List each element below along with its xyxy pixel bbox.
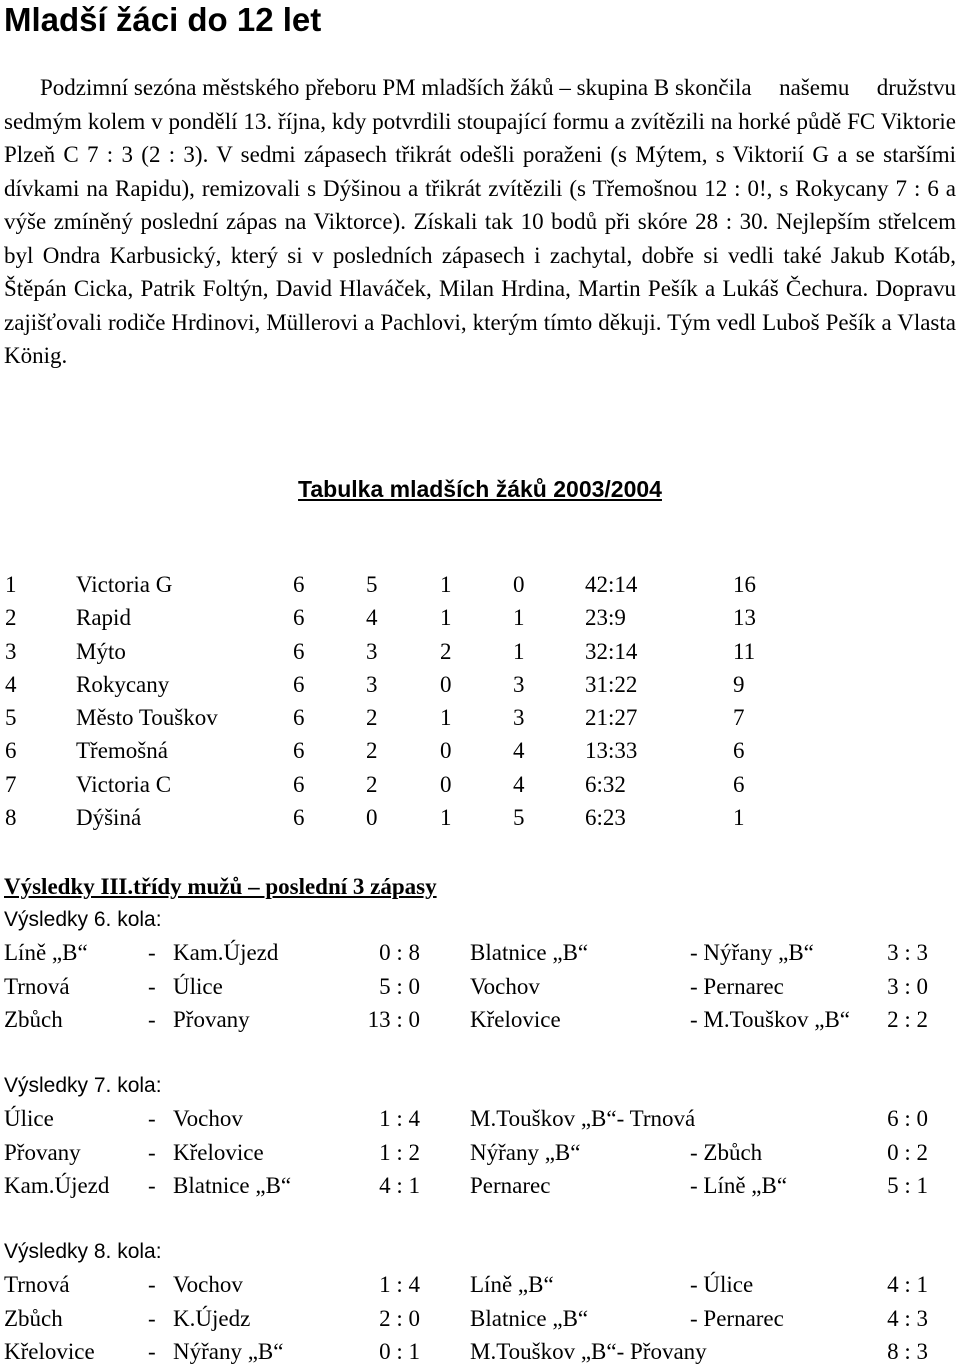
home-team: Křelovice xyxy=(4,1338,95,1364)
match-score: 3 : 0 xyxy=(887,973,928,999)
cell-team: Victoria G xyxy=(76,572,173,597)
away-team: K.Újedz xyxy=(173,1305,251,1331)
away-team: Blatnice „B“ xyxy=(173,1172,292,1198)
home-team: Blatnice „B“ xyxy=(470,1305,589,1331)
cell-wins: 2 xyxy=(366,771,378,797)
home-team: Nýřany „B“ xyxy=(470,1139,581,1165)
match-score: 4 : 1 xyxy=(887,1272,928,1298)
away-team: - Zbůch xyxy=(690,1139,763,1165)
cell-score: 6:23 xyxy=(585,805,626,831)
cell-team: Dýšiná xyxy=(76,805,142,831)
match-row xyxy=(0,1302,960,1335)
round-block xyxy=(0,903,960,1036)
home-team: Líně „B“ xyxy=(4,940,88,966)
league-table xyxy=(0,568,960,834)
match-score: 2 : 2 xyxy=(887,1006,928,1032)
cell-team: Rokycany xyxy=(76,671,170,697)
cell-position: 3 xyxy=(5,638,17,664)
cell-played: 6 xyxy=(293,738,305,764)
separator: - xyxy=(148,1139,156,1165)
cell-wins: 5 xyxy=(366,572,378,597)
table-row xyxy=(0,668,960,701)
away-team: Křelovice xyxy=(173,1139,264,1165)
cell-wins: 3 xyxy=(366,671,378,697)
cell-position: 7 xyxy=(5,771,17,797)
home-team: Křelovice xyxy=(470,1006,561,1032)
cell-losses: 1 xyxy=(513,605,525,631)
cell-played: 6 xyxy=(293,705,305,731)
match-score: 1 : 4 xyxy=(379,1106,420,1132)
cell-score: 23:9 xyxy=(585,605,626,631)
home-team: Přovany xyxy=(4,1139,81,1165)
table-row xyxy=(0,801,960,834)
cell-losses: 4 xyxy=(513,738,525,764)
away-team: - Pernarec xyxy=(690,973,784,999)
round-label: Výsledky 8. kola: xyxy=(4,1240,162,1263)
cell-wins: 3 xyxy=(366,638,378,664)
match-row xyxy=(0,1136,960,1169)
away-team: Kam.Újezd xyxy=(173,940,279,966)
away-team: Nýřany „B“ xyxy=(173,1338,284,1364)
cell-draws: 0 xyxy=(440,671,452,697)
away-team: Přovany xyxy=(173,1006,250,1032)
match-score: 0 : 1 xyxy=(379,1338,420,1364)
cell-played: 6 xyxy=(293,638,305,664)
cell-played: 6 xyxy=(293,771,305,797)
match-score: 3 : 3 xyxy=(887,940,928,966)
separator: - xyxy=(148,1305,156,1331)
cell-points: 11 xyxy=(733,638,756,664)
cell-draws: 2 xyxy=(440,638,452,664)
match-score: 5 : 0 xyxy=(379,973,420,999)
away-team: - Pernarec xyxy=(690,1305,784,1331)
match-row xyxy=(0,1268,960,1301)
home-team: Vochov xyxy=(470,973,540,999)
cell-team: Třemošná xyxy=(76,738,168,764)
cell-points: 1 xyxy=(733,805,745,831)
cell-team: Město Touškov xyxy=(76,705,218,731)
match-score: 2 : 0 xyxy=(379,1305,420,1331)
cell-score: 13:33 xyxy=(585,738,638,764)
cell-losses: 4 xyxy=(513,771,525,797)
page-title: Mladší žáci do 12 let xyxy=(4,1,322,38)
cell-draws: 0 xyxy=(440,771,452,797)
match-score: 1 : 2 xyxy=(379,1139,420,1165)
intro-body-2: Nejlepším střelcem byl Ondra Karbusický, který si v posledních zápasech i zachytal, dobře si vedli také Jakub Kotáb, Štěpán Cicka, Patrik Foltýn, David Hlaváček, Milan Hrdina, Martin Pešík a Lukáš Čechura. Dopravu zajišťovali rodiče Hrdinovi, Müllerovi a Pachlovi, kterým tímto děkuji. Tým vedl Luboš Pešík a Vlasta König. xyxy=(4,209,956,368)
cell-losses: 3 xyxy=(513,705,525,731)
cell-draws: 1 xyxy=(440,805,452,831)
cell-points: 9 xyxy=(733,671,745,697)
intro-paragraph xyxy=(4,71,956,373)
home-team: Líně „B“ xyxy=(470,1272,554,1298)
match-score: 6 : 0 xyxy=(887,1106,928,1132)
match-score: 5 : 1 xyxy=(887,1172,928,1198)
separator: - xyxy=(148,940,156,966)
cell-score: 31:22 xyxy=(585,671,638,697)
cell-losses: 3 xyxy=(513,671,525,697)
intro-first-line: Podzimní sezóna městského přeboru PM mladších žáků – skupina B skončila xyxy=(40,75,752,100)
match-row xyxy=(0,1102,960,1135)
home-team: Trnová xyxy=(4,973,70,999)
cell-wins: 4 xyxy=(366,605,378,631)
cell-position: 2 xyxy=(5,605,17,631)
home-team: M.Touškov „B“- Trnová xyxy=(470,1106,696,1132)
table-row xyxy=(0,768,960,801)
cell-losses: 1 xyxy=(513,638,525,664)
cell-score: 6:32 xyxy=(585,771,626,797)
match-row xyxy=(0,1169,960,1202)
intro-body: našemu družstvu sedmým kolem v pondělí 13. října, kdy potvrdili stoupající formu a zvítězili na horké půdě FC Viktorie Plzeň C 7 : 3 (2 : 3). V sedmi zápasech třikrát odešli poraženi (s Mýtem, s Viktorií G a se staršími dívkami na Rapidu), remizovali s Dýšinou a třikrát zvítězili (s Třemošnou 12 : 0!, s Rokycany 7 : 6 a výše zmíněný poslední zápas na Viktorce). Získali tak 10 bodů při skóre 28 : 30. xyxy=(4,75,957,234)
match-score: 8 : 3 xyxy=(887,1338,928,1364)
cell-played: 6 xyxy=(293,805,305,831)
match-row xyxy=(0,936,960,969)
home-team: Zbůch xyxy=(4,1006,63,1032)
match-score: 4 : 3 xyxy=(887,1305,928,1331)
cell-draws: 1 xyxy=(440,705,452,731)
cell-position: 1 xyxy=(5,572,17,597)
cell-points: 16 xyxy=(733,572,756,597)
match-score: 13 : 0 xyxy=(367,1006,420,1032)
match-score: 4 : 1 xyxy=(379,1172,420,1198)
cell-position: 5 xyxy=(5,705,17,731)
cell-losses: 5 xyxy=(513,805,525,831)
cell-team: Mýto xyxy=(76,638,126,664)
table-row xyxy=(0,635,960,668)
cell-points: 7 xyxy=(733,705,745,731)
cell-played: 6 xyxy=(293,572,305,597)
home-team: Trnová xyxy=(4,1272,70,1298)
cell-position: 4 xyxy=(5,671,17,697)
away-team: - Úlice xyxy=(690,1272,754,1298)
cell-points: 13 xyxy=(733,605,756,631)
away-team: - M.Touškov „B“ xyxy=(690,1006,851,1032)
home-team: Blatnice „B“ xyxy=(470,940,589,966)
table-row xyxy=(0,734,960,767)
home-team: Zbůch xyxy=(4,1305,63,1331)
cell-team: Rapid xyxy=(76,605,131,631)
cell-wins: 2 xyxy=(366,705,378,731)
match-score: 1 : 4 xyxy=(379,1272,420,1298)
round-label: Výsledky 6. kola: xyxy=(4,908,162,931)
table-row xyxy=(0,601,960,634)
round-block xyxy=(0,1235,960,1368)
cell-score: 21:27 xyxy=(585,705,638,731)
home-team: Kam.Újezd xyxy=(4,1172,110,1198)
cell-draws: 1 xyxy=(440,572,452,597)
separator: - xyxy=(148,1338,156,1364)
separator: - xyxy=(148,1006,156,1032)
away-team: Úlice xyxy=(173,973,223,999)
match-row xyxy=(0,970,960,1003)
cell-points: 6 xyxy=(733,771,745,797)
separator: - xyxy=(148,1172,156,1198)
separator: - xyxy=(148,1106,156,1132)
match-row xyxy=(0,1335,960,1368)
league-table-title: Tabulka mladších žáků 2003/2004 xyxy=(298,476,662,502)
home-team: Pernarec xyxy=(470,1172,551,1198)
away-team: - Líně „B“ xyxy=(690,1172,788,1198)
cell-wins: 0 xyxy=(366,805,378,831)
round-label: Výsledky 7. kola: xyxy=(4,1074,162,1097)
cell-draws: 0 xyxy=(440,738,452,764)
separator: - xyxy=(148,973,156,999)
cell-points: 6 xyxy=(733,738,745,764)
match-score: 0 : 8 xyxy=(379,940,420,966)
away-team: Vochov xyxy=(173,1106,243,1132)
cell-position: 8 xyxy=(5,805,17,831)
cell-score: 32:14 xyxy=(585,638,638,664)
round-block xyxy=(0,1069,960,1202)
match-score: 0 : 2 xyxy=(887,1139,928,1165)
home-team: Úlice xyxy=(4,1106,54,1132)
table-row xyxy=(0,568,960,601)
cell-losses: 0 xyxy=(513,572,525,597)
table-row xyxy=(0,701,960,734)
away-team: Vochov xyxy=(173,1272,243,1298)
cell-wins: 2 xyxy=(366,738,378,764)
home-team: M.Touškov „B“- Přovany xyxy=(470,1338,707,1364)
away-team: - Nýřany „B“ xyxy=(690,940,814,966)
cell-team: Victoria C xyxy=(76,771,172,797)
results-heading: Výsledky III.třídy mužů – poslední 3 zápasy xyxy=(4,874,437,899)
match-row xyxy=(0,1003,960,1036)
cell-played: 6 xyxy=(293,671,305,697)
cell-score: 42:14 xyxy=(585,572,638,597)
separator: - xyxy=(148,1272,156,1298)
cell-draws: 1 xyxy=(440,605,452,631)
cell-played: 6 xyxy=(293,605,305,631)
cell-position: 6 xyxy=(5,738,17,764)
